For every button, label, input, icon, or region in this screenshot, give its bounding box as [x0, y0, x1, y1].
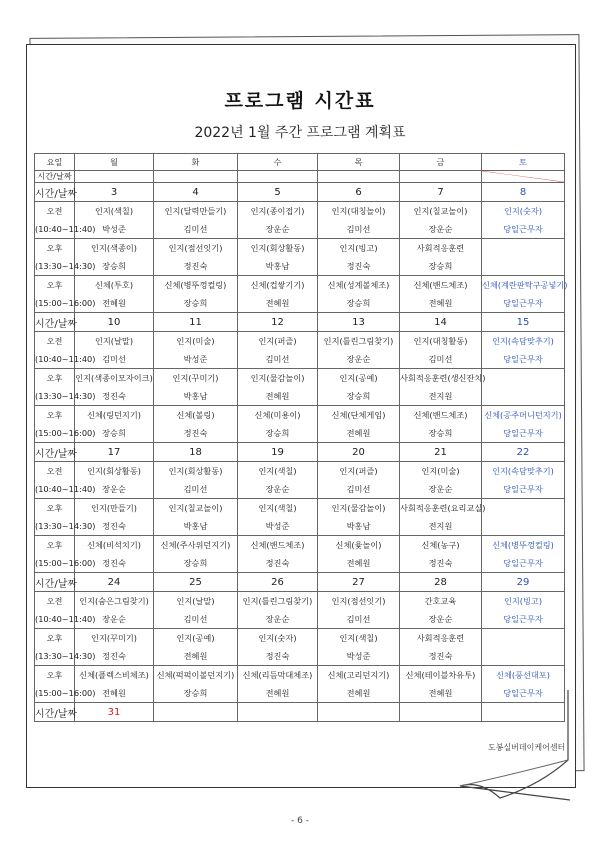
program-cell: 신체(플렉스비체조) [75, 666, 154, 685]
staff-cell: 김미선 [154, 220, 238, 239]
staff-cell: 장승희 [154, 554, 238, 573]
staff-cell: 장운순 [318, 350, 400, 369]
date-cell: 27 [318, 573, 400, 592]
date-cell: 8 [482, 183, 565, 202]
empty-cell [400, 171, 482, 183]
program-cell: 인지(날말) [75, 332, 154, 351]
empty-cell [154, 703, 238, 722]
staff-cell: 장승희 [154, 684, 238, 703]
date-cell: 5 [238, 183, 318, 202]
staff-cell: 김미선 [238, 350, 318, 369]
slot-row [35, 387, 565, 406]
program-cell: 인지(공예) [318, 369, 400, 388]
program-cell: 인지(속담맞추기) [482, 332, 565, 351]
program-cell: 신체(밴드체조) [238, 536, 318, 555]
program-cell: 인지(꾸미기) [154, 369, 238, 388]
slot-name: 오후 [35, 629, 75, 648]
date-cell: 18 [154, 443, 238, 462]
staff-cell: 김미선 [154, 480, 238, 499]
date-cell: 13 [318, 313, 400, 332]
slot-row [35, 536, 565, 555]
staff-cell: 박홍남 [238, 257, 318, 276]
staff-cell: 김미선 [400, 350, 482, 369]
slot-row [35, 424, 565, 443]
program-cell: 신체(병뚜껑컬링) [482, 536, 565, 555]
slot-row [35, 462, 565, 481]
program-cell: 신체(병뚜껑컬링) [154, 276, 238, 295]
header-row [35, 154, 565, 171]
program-cell: 신체(주사위던지기) [154, 536, 238, 555]
program-cell: 인지(물감놀이) [238, 369, 318, 388]
time-date-label: 시간/날짜 [35, 183, 75, 202]
program-cell: 인지(틀린그림찾기) [318, 332, 400, 351]
program-cell: 인지(색칠) [238, 499, 318, 518]
time-date-label: 시간/날짜 [35, 573, 75, 592]
staff-cell: 박성준 [318, 647, 400, 666]
program-cell: 신체(투호) [75, 276, 154, 295]
program-cell: 인지(색칠) [318, 629, 400, 648]
slot-name: 오전 [35, 462, 75, 481]
empty-cell [318, 171, 400, 183]
program-cell: 인지(칠교놀이) [154, 499, 238, 518]
staff-cell: 전지원 [400, 387, 482, 406]
slot-row [35, 294, 565, 313]
staff-cell: 정진숙 [75, 554, 154, 573]
slot-name: 오후 [35, 369, 75, 388]
diagonal-line [482, 171, 564, 182]
date-cell: 28 [400, 573, 482, 592]
header-cell: 수 [238, 154, 318, 171]
date-row [35, 443, 565, 462]
staff-cell: 장운순 [75, 480, 154, 499]
program-cell: 신체(미용이) [238, 406, 318, 425]
slot-time: (15:00~16:00) [35, 684, 75, 703]
staff-cell [482, 387, 565, 406]
staff-cell: 박성준 [154, 350, 238, 369]
slot-time: (13:30~14:30) [35, 257, 75, 276]
program-cell: 신체(밴드체조) [400, 276, 482, 295]
program-cell: 사회적응훈련 [400, 239, 482, 258]
program-cell: 사회적응훈련 [400, 629, 482, 648]
slot-row [35, 610, 565, 629]
program-cell: 신체(공주머니던지기) [482, 406, 565, 425]
staff-cell: 김미선 [154, 610, 238, 629]
program-cell: 인지(대칭활동) [400, 332, 482, 351]
date-row [35, 183, 565, 202]
staff-cell: 당일근무자 [482, 220, 565, 239]
date-row [35, 573, 565, 592]
program-cell: 인지(꾸미기) [75, 629, 154, 648]
staff-cell: 장운순 [400, 610, 482, 629]
program-cell: 인지(빙고) [318, 239, 400, 258]
date-cell: 20 [318, 443, 400, 462]
program-cell: 인지(숫자) [238, 629, 318, 648]
staff-cell: 정진숙 [75, 647, 154, 666]
staff-cell: 장승희 [238, 424, 318, 443]
page-subtitle: 2022년 1월 주간 프로그램 계획표 [194, 125, 406, 141]
staff-cell: 장운순 [400, 480, 482, 499]
program-cell: 신체(성계볼체조) [318, 276, 400, 295]
staff-cell: 전혜원 [75, 294, 154, 313]
date-cell: 24 [75, 573, 154, 592]
slot-row [35, 276, 565, 295]
staff-cell: 전혜원 [154, 647, 238, 666]
staff-cell [482, 257, 565, 276]
program-cell: 인지(숨은그림찾기) [75, 592, 154, 611]
program-cell: 인지(틀린그림찾기) [238, 592, 318, 611]
program-cell: 인지(퍼즐) [238, 332, 318, 351]
slot-time: (10:40~11:40) [35, 610, 75, 629]
staff-cell: 박홍남 [154, 517, 238, 536]
date-cell: 15 [482, 313, 565, 332]
program-cell: 인지(회상활동) [75, 462, 154, 481]
slot-row [35, 666, 565, 685]
slot-time: (13:30~14:30) [35, 387, 75, 406]
slot-row [35, 499, 565, 518]
crossed-cell [482, 171, 565, 183]
slot-name: 오후 [35, 666, 75, 685]
staff-cell: 전혜원 [75, 684, 154, 703]
header-cell: 월 [75, 154, 154, 171]
staff-cell: 정진숙 [238, 554, 318, 573]
staff-cell: 장승희 [318, 294, 400, 313]
date-cell: 25 [154, 573, 238, 592]
staff-cell: 정진숙 [75, 517, 154, 536]
slot-row [35, 202, 565, 221]
staff-cell: 장운순 [238, 220, 318, 239]
slot-row [35, 220, 565, 239]
time-date-label: 시간/날짜 [35, 313, 75, 332]
program-cell: 인지(미술) [154, 332, 238, 351]
slot-time: (15:00~16:00) [35, 424, 75, 443]
program-cell: 신체(퍽퍽이볼던지기) [154, 666, 238, 685]
date-cell: 10 [75, 313, 154, 332]
staff-cell: 당일근무자 [482, 554, 565, 573]
header-cell: 목 [318, 154, 400, 171]
slot-row [35, 257, 565, 276]
program-cell: 사회적응훈련(생신잔치) [400, 369, 482, 388]
staff-cell: 전지원 [400, 517, 482, 536]
staff-cell [482, 517, 565, 536]
program-cell: 인지(회상활동) [154, 462, 238, 481]
date-cell: 26 [238, 573, 318, 592]
staff-cell: 전혜원 [318, 554, 400, 573]
program-cell: 신체(컵쌓기기) [238, 276, 318, 295]
program-cell: 인지(달력만들기) [154, 202, 238, 221]
schedule-table [34, 153, 568, 722]
program-cell: 신체(밴드체조) [400, 406, 482, 425]
slot-row [35, 332, 565, 351]
slot-name: 오후 [35, 499, 75, 518]
slot-row [35, 406, 565, 425]
staff-cell: 장운순 [400, 220, 482, 239]
date-cell: 21 [400, 443, 482, 462]
program-cell: 신체(계란판탁구공넣기) [482, 276, 565, 295]
staff-cell: 장운순 [75, 610, 154, 629]
program-cell: 신체(비석치기) [75, 536, 154, 555]
staff-cell: 전혜원 [238, 294, 318, 313]
date-cell: 17 [75, 443, 154, 462]
staff-cell: 전혜원 [238, 387, 318, 406]
header-cell: 토 [482, 154, 565, 171]
time-date-label: 시간/날짜 [35, 171, 75, 183]
slot-time: (10:40~11:40) [35, 350, 75, 369]
program-cell [482, 239, 565, 258]
staff-cell: 정진숙 [318, 257, 400, 276]
date-cell: 14 [400, 313, 482, 332]
center-stamp: 도봉실버데이케어센터 [488, 743, 566, 752]
slot-row [35, 629, 565, 648]
program-cell: 인지(칠교놀이) [400, 202, 482, 221]
program-cell: 인지(물감놀이) [318, 499, 400, 518]
slot-name: 오전 [35, 202, 75, 221]
program-cell [482, 499, 565, 518]
program-cell [482, 369, 565, 388]
staff-cell: 김미선 [318, 220, 400, 239]
empty-cell [154, 171, 238, 183]
header-cell: 화 [154, 154, 238, 171]
program-cell: 인지(퍼즐) [318, 462, 400, 481]
program-cell: 인지(대칭놀이) [318, 202, 400, 221]
date-row [35, 313, 565, 332]
slot-name: 오후 [35, 239, 75, 258]
staff-cell: 전혜원 [400, 294, 482, 313]
staff-cell: 당일근무자 [482, 684, 565, 703]
slot-row [35, 517, 565, 536]
empty-cell [318, 703, 400, 722]
staff-cell: 정진숙 [154, 424, 238, 443]
staff-cell: 장승희 [154, 294, 238, 313]
slot-time: (13:30~14:30) [35, 647, 75, 666]
staff-cell: 정진숙 [400, 554, 482, 573]
program-cell: 신체(풍선대포) [482, 666, 565, 685]
program-cell: 신체(단체게임) [318, 406, 400, 425]
slot-name: 오후 [35, 406, 75, 425]
slot-row [35, 480, 565, 499]
header-cell: 금 [400, 154, 482, 171]
program-cell: 인지(빙고) [482, 592, 565, 611]
slot-time: (15:00~16:00) [35, 294, 75, 313]
empty-cell [238, 171, 318, 183]
program-cell: 인지(날말) [154, 592, 238, 611]
staff-cell [482, 647, 565, 666]
empty-cell [75, 171, 154, 183]
program-cell: 신체(볼링) [154, 406, 238, 425]
program-cell: 인지(속담맞추기) [482, 462, 565, 481]
date-cell: 4 [154, 183, 238, 202]
staff-cell: 당일근무자 [482, 294, 565, 313]
program-cell: 신체(테이블차유투) [400, 666, 482, 685]
slot-time: (10:40~11:40) [35, 220, 75, 239]
staff-cell: 김미선 [318, 610, 400, 629]
staff-cell: 박홍남 [318, 517, 400, 536]
program-cell: 인지(점선잇기) [318, 592, 400, 611]
time-date-label: 시간/날짜 [35, 703, 75, 722]
staff-cell: 박성준 [238, 517, 318, 536]
slot-name: 오전 [35, 592, 75, 611]
program-cell: 신체(농구) [400, 536, 482, 555]
time-date-label: 시간/날짜 [35, 443, 75, 462]
blank-row [35, 171, 565, 183]
date-cell: 6 [318, 183, 400, 202]
page-title: 프로그램 시간표 [224, 90, 376, 112]
staff-cell: 전혜원 [238, 684, 318, 703]
empty-cell [238, 703, 318, 722]
staff-cell: 장승희 [75, 424, 154, 443]
date-cell: 11 [154, 313, 238, 332]
staff-cell: 장운순 [238, 610, 318, 629]
program-cell: 사회적응훈련(요리교실) [400, 499, 482, 518]
staff-cell: 정진숙 [75, 387, 154, 406]
staff-cell: 정진숙 [154, 257, 238, 276]
slot-row [35, 239, 565, 258]
date-cell: 19 [238, 443, 318, 462]
slot-time: (13:30~14:30) [35, 517, 75, 536]
program-cell: 인지(만들기) [75, 499, 154, 518]
staff-cell: 당일근무자 [482, 480, 565, 499]
program-cell: 인지(색종이모자이크) [75, 369, 154, 388]
date-cell: 22 [482, 443, 565, 462]
program-cell: 간호교육 [400, 592, 482, 611]
date-cell: 12 [238, 313, 318, 332]
date-cell: 3 [75, 183, 154, 202]
staff-cell: 김미선 [318, 480, 400, 499]
program-cell: 인지(숫자) [482, 202, 565, 221]
staff-cell: 장승희 [318, 387, 400, 406]
slot-name: 오후 [35, 536, 75, 555]
program-cell: 인지(색칠) [75, 202, 154, 221]
staff-cell: 박홍남 [154, 387, 238, 406]
staff-cell: 전혜원 [318, 684, 400, 703]
slot-time: (15:00~16:00) [35, 554, 75, 573]
date-cell: 31 [75, 703, 154, 722]
program-cell: 인지(공예) [154, 629, 238, 648]
staff-cell: 당일근무자 [482, 424, 565, 443]
staff-cell: 당일근무자 [482, 350, 565, 369]
slot-row [35, 647, 565, 666]
program-cell: 인지(종이접기) [238, 202, 318, 221]
staff-cell: 전혜원 [400, 684, 482, 703]
slot-row [35, 554, 565, 573]
slot-row [35, 592, 565, 611]
slot-name: 오전 [35, 332, 75, 351]
program-cell: 신체(고리던지기) [318, 666, 400, 685]
staff-cell: 장승희 [400, 257, 482, 276]
page-number: - 6 - [291, 816, 309, 826]
program-cell: 인지(색칠) [238, 462, 318, 481]
program-cell: 신체(링던지기) [75, 406, 154, 425]
staff-cell: 김미선 [75, 350, 154, 369]
program-cell: 인지(회상활동) [238, 239, 318, 258]
slot-time: (10:40~11:40) [35, 480, 75, 499]
header-cell: 요일 [35, 154, 75, 171]
date-cell: 29 [482, 573, 565, 592]
staff-cell: 장운순 [238, 480, 318, 499]
program-cell: 인지(점선잇기) [154, 239, 238, 258]
slot-name: 오후 [35, 276, 75, 295]
staff-cell: 당일근무자 [482, 610, 565, 629]
staff-cell: 장승희 [75, 257, 154, 276]
staff-cell: 박성준 [75, 220, 154, 239]
staff-cell: 정진숙 [400, 647, 482, 666]
program-cell: 인지(색종이) [75, 239, 154, 258]
slot-row [35, 369, 565, 388]
program-cell: 신체(리듬막대체조) [238, 666, 318, 685]
staff-cell: 정진숙 [238, 647, 318, 666]
program-cell [482, 629, 565, 648]
date-cell: 7 [400, 183, 482, 202]
program-cell: 신체(윷놀이) [318, 536, 400, 555]
staff-cell: 장승희 [400, 424, 482, 443]
slot-row [35, 350, 565, 369]
program-cell: 인지(미술) [400, 462, 482, 481]
staff-cell: 전혜원 [318, 424, 400, 443]
